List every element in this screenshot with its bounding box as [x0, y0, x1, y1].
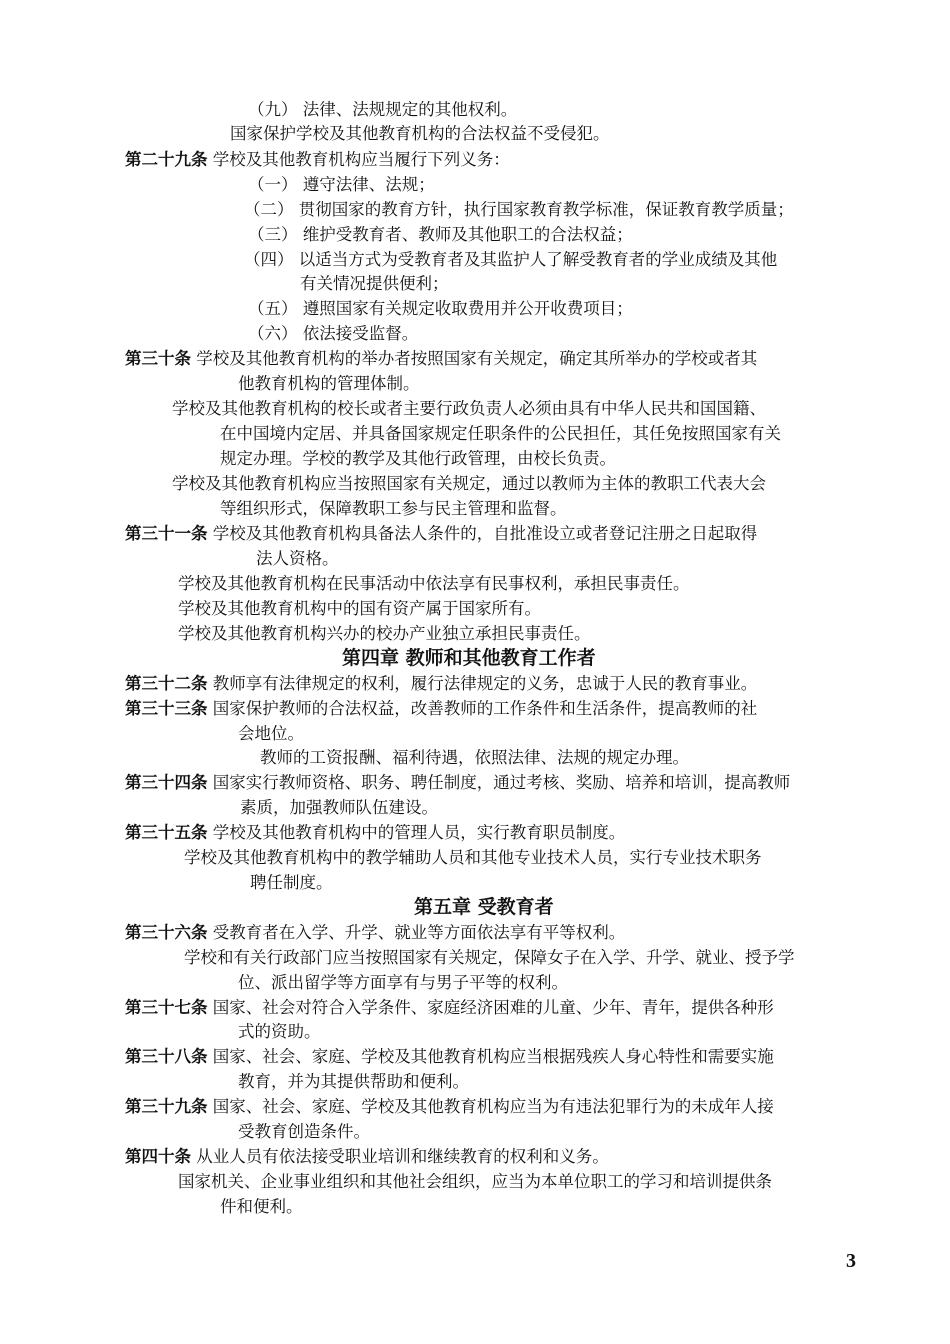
- doc-line: 学校及其他教育机构兴办的校办产业独立承担民事责任。: [178, 624, 591, 643]
- doc-line: 国家保护学校及其他教育机构的合法权益不受侵犯。: [230, 124, 610, 143]
- doc-line: 受教育创造条件。: [238, 1122, 370, 1141]
- article-number: 第三十八条: [125, 1047, 208, 1066]
- doc-line: 有关情况提供便利；: [300, 274, 449, 293]
- doc-line: 学校及其他教育机构的校长或者主要行政负责人必须由具有中华人民共和国国籍、: [172, 399, 766, 418]
- article-number: 第三十条: [125, 349, 191, 368]
- doc-line: 位、派出留学等方面享有与男子平等的权利。: [238, 973, 568, 992]
- article-number: 第三十九条: [125, 1097, 208, 1116]
- article-40: 第四十条 从业人员有依法接受职业培训和继续教育的权利和义务。: [125, 1147, 609, 1166]
- doc-line: 学校及其他教育机构在民事活动中依法享有民事权利，承担民事责任。: [178, 574, 690, 593]
- article-29: 第二十九条 学校及其他教育机构应当履行下列义务：: [125, 150, 510, 169]
- article-30: 第三十条 学校及其他教育机构的举办者按照国家有关规定，确定其所举办的学校或者其: [125, 349, 758, 368]
- article-number: 第二十九条: [125, 150, 208, 169]
- doc-line: 在中国境内定居、并具备国家规定任职条件的公民担任，其任免按照国家有关: [220, 424, 781, 443]
- doc-line: 会地位。: [238, 724, 304, 743]
- article-number: 第三十七条: [125, 998, 208, 1017]
- article-number: 第三十二条: [125, 674, 208, 693]
- doc-line: （五） 遵照国家有关规定收取费用并公开收费项目；: [248, 299, 633, 318]
- article-33: 第三十三条 国家保护教师的合法权益，改善教师的工作条件和生活条件，提高教师的社: [125, 699, 758, 718]
- article-36: 第三十六条 受教育者在入学、升学、就业等方面依法享有平等权利。: [125, 923, 626, 942]
- chapter-heading: 第五章 受教育者: [414, 896, 554, 918]
- doc-line: 教育，并为其提供帮助和便利。: [238, 1072, 469, 1091]
- article-39: 第三十九条 国家、社会、家庭、学校及其他教育机构应当为有违法犯罪行为的未成年人接: [125, 1097, 774, 1116]
- article-number: 第四十条: [125, 1147, 191, 1166]
- doc-line: （四） 以适当方式为受教育者及其监护人了解受教育者的学业成绩及其他: [244, 250, 778, 269]
- doc-line: 他教育机构的管理体制。: [238, 374, 420, 393]
- article-34: 第三十四条 国家实行教师资格、职务、聘任制度，通过考核、奖励、培养和培训，提高教师: [125, 773, 791, 792]
- doc-line: 学校及其他教育机构应当按照国家有关规定，通过以教师为主体的教职工代表大会: [172, 474, 766, 493]
- doc-line: 学校及其他教育机构中的国有资产属于国家所有。: [178, 599, 541, 618]
- article-32: 第三十二条 教师享有法律规定的权利，履行法律规定的义务，忠诚于人民的教育事业。: [125, 674, 758, 693]
- article-37: 第三十七条 国家、社会对符合入学条件、家庭经济困难的儿童、少年、青年，提供各种形: [125, 998, 774, 1017]
- doc-line: 学校和有关行政部门应当按照国家有关规定，保障女子在入学、升学、就业、授予学: [184, 948, 795, 967]
- article-number: 第三十三条: [125, 699, 208, 718]
- article-number: 第三十六条: [125, 923, 208, 942]
- doc-line: 素质，加强教师队伍建设。: [240, 798, 438, 817]
- doc-line: 规定办理。学校的教学及其他行政管理，由校长负责。: [220, 449, 616, 468]
- doc-line: 学校及其他教育机构中的教学辅助人员和其他专业技术人员，实行专业技术职务: [184, 848, 762, 867]
- doc-line: 教师的工资报酬、福利待遇，依照法律、法规的规定办理。: [260, 748, 689, 767]
- article-number: 第三十五条: [125, 823, 208, 842]
- doc-line: （九） 法律、法规规定的其他权利。: [248, 100, 518, 119]
- article-38: 第三十八条 国家、社会、家庭、学校及其他教育机构应当根据残疾人身心特性和需要实施: [125, 1047, 774, 1066]
- article-31: 第三十一条 学校及其他教育机构具备法人条件的，自批准设立或者登记注册之日起取得: [125, 524, 758, 543]
- doc-line: 等组织形式，保障教职工参与民主管理和监督。: [220, 499, 567, 518]
- article-number: 第三十一条: [125, 524, 208, 543]
- doc-line: 聘任制度。: [250, 873, 333, 892]
- doc-line: （三） 维护受教育者、教师及其他职工的合法权益；: [248, 225, 633, 244]
- doc-line: 国家机关、企业事业组织和其他社会组织，应当为本单位职工的学习和培训提供条: [178, 1172, 772, 1191]
- doc-line: 式的资助。: [238, 1022, 321, 1041]
- doc-line: 件和便利。: [220, 1197, 303, 1216]
- chapter-heading: 第四章 教师和其他教育工作者: [342, 647, 596, 669]
- doc-line: （六） 依法接受监督。: [248, 324, 419, 343]
- article-number: 第三十四条: [125, 773, 208, 792]
- article-35: 第三十五条 学校及其他教育机构中的管理人员，实行教育职员制度。: [125, 823, 626, 842]
- doc-line: （一） 遵守法律、法规；: [248, 175, 435, 194]
- page-number: 3: [846, 1250, 856, 1272]
- doc-line: （二） 贯彻国家的教育方针，执行国家教育教学标准，保证教育教学质量；: [244, 200, 794, 219]
- doc-line: 法人资格。: [256, 549, 339, 568]
